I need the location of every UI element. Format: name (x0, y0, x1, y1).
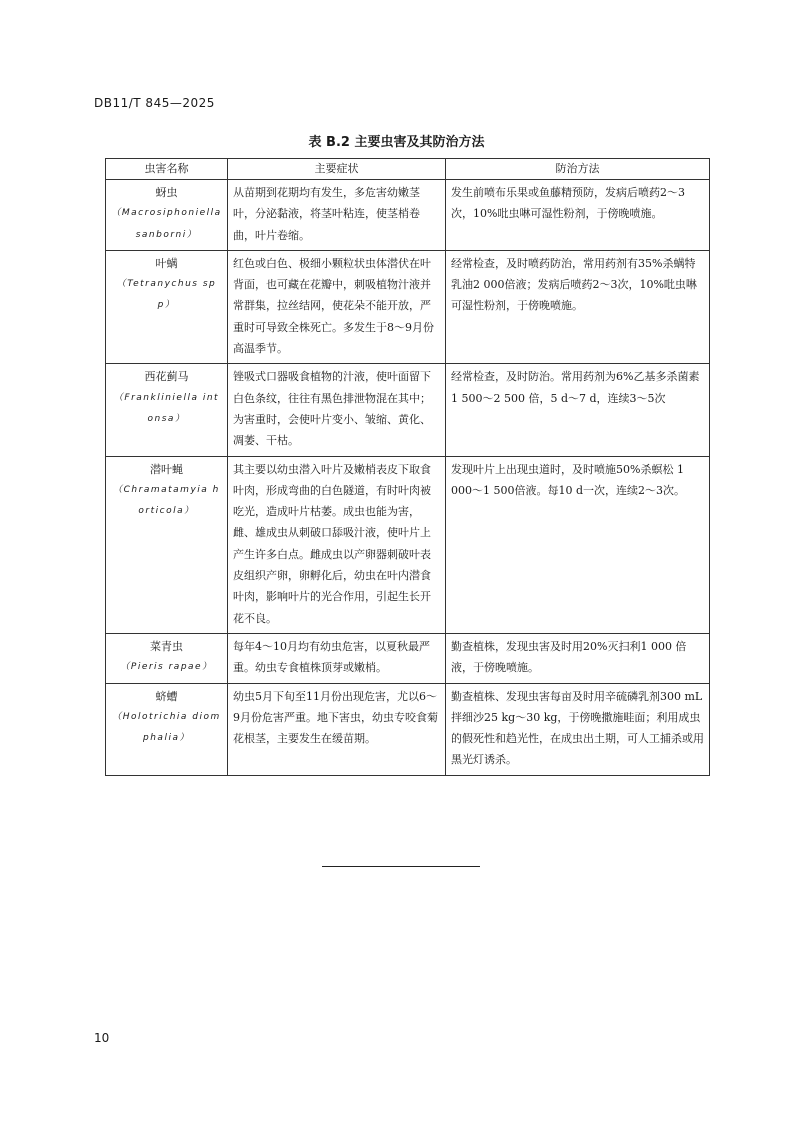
control-cell: 勤查植株，发现虫害及时用20%灭扫利1 000 倍液，于傍晚喷施。 (446, 633, 710, 683)
table-row (106, 250, 710, 363)
pest-name-cell (106, 633, 228, 683)
pest-latin-name: （Tetranychus spp） (116, 279, 217, 311)
pest-control-table (105, 158, 710, 776)
pest-name: 蚜虫 (155, 186, 178, 199)
symptoms-cell: 从苗期到花期均有发生，多危害幼嫩茎叶，分泌黏液，将茎叶粘连，使茎梢卷曲，叶片卷缩。 (228, 180, 446, 251)
pest-name-cell (106, 683, 228, 775)
table-title: 表 B.2 主要虫害及其防治方法 (308, 135, 485, 150)
pest-latin-name: （Pieris rapae） (120, 662, 213, 673)
pest-latin-name: （Macrosiphoniella sanborni） (111, 208, 222, 240)
pest-name: 西花蓟马 (144, 370, 189, 384)
control-cell: 发生前喷布乐果或鱼藤精预防，发病后喷药2～3次，10%吡虫啉可湿性粉剂，于傍晚喷施。 (446, 180, 710, 251)
symptoms-cell: 红色或白色、极细小颗粒状虫体潜伏在叶背面，也可藏在花瓣中，刺吸植物汁液并常群集，拉丝结网，使花朵不能开放，严重时可导致全株死亡。多发生于8～9月份高温季节。 (228, 250, 446, 363)
pest-latin-name: （Holotrichia diomphalia） (112, 711, 221, 744)
pest-name: 蛴螬 (155, 689, 178, 703)
table-row (106, 180, 710, 251)
pest-name: 菜青虫 (150, 639, 183, 653)
pest-name-cell (106, 180, 228, 251)
pest-name-cell (106, 364, 228, 456)
symptoms-cell: 每年4～10月均有幼虫危害，以夏秋最严重。幼虫专食植株顶芽或嫩梢。 (228, 633, 446, 683)
pest-name: 叶螨 (155, 256, 178, 270)
pest-latin-name: （Chramatamyia horticola） (113, 484, 220, 517)
control-cell: 经常检查，及时防治。常用药剂为6%乙基多杀菌素 1 500～2 500 倍，5 d～7 d，连续3～5次 (446, 364, 710, 456)
table-row (106, 364, 710, 456)
control-cell: 勤查植株、发现虫害每亩及时用辛硫磷乳剂300 mL拌细沙25 kg～30 kg，于傍晚撒施畦面；利用成虫的假死性和趋光性，在成虫出土期，可人工捕杀或用黑光灯诱杀。 (446, 683, 710, 775)
pest-name: 潜叶蝇 (150, 462, 183, 476)
table-header-row (106, 159, 710, 180)
control-cell: 经常检查，及时喷药防治，常用药剂有35%杀螨特乳油2 000倍液；发病后喷药2～3次，10%吡虫啉可湿性粉剂，于傍晚喷施。 (446, 250, 710, 363)
column-header-pest-name: 虫害名称 (106, 159, 228, 180)
pest-name-cell (106, 250, 228, 363)
page-number: 10 (94, 1031, 110, 1045)
end-rule-divider (322, 866, 480, 867)
control-cell: 发现叶片上出现虫道时，及时喷施50%杀螟松 1 000～1 500倍液。每10 d一次，连续2～3次。 (446, 456, 710, 633)
pest-name-cell (106, 456, 228, 633)
document-code: DB11/T 845—2025 (94, 96, 215, 110)
column-header-control: 防治方法 (446, 159, 710, 180)
symptoms-cell: 锉吸式口器吸食植物的汁液，使叶面留下白色条纹，往往有黑色排泄物混在其中；为害重时，会使叶片变小、皱缩、黄化、凋萎、干枯。 (228, 364, 446, 456)
table-row (106, 683, 710, 775)
pest-latin-name: （Frankliniella intonsa） (113, 392, 220, 424)
table-row (106, 456, 710, 633)
symptoms-cell: 其主要以幼虫潜入叶片及嫩梢表皮下取食叶肉，形成弯曲的白色隧道，有时叶肉被吃光，造成叶片枯萎。成虫也能为害，雌、雄成虫从刺破口舔吸汁液，使叶片上产生许多白点。雌成虫以产卵器刺破叶表皮组织产卵，卵孵化后，幼虫在叶内潜食叶肉，影响叶片的光合作用，引起生长开花不良。 (228, 456, 446, 633)
symptoms-cell: 幼虫5月下旬至11月份出现危害，尤以6～9月份危害严重。地下害虫，幼虫专咬食菊花根茎，主要发生在缓苗期。 (228, 683, 446, 775)
table-row (106, 633, 710, 683)
column-header-symptoms: 主要症状 (228, 159, 446, 180)
